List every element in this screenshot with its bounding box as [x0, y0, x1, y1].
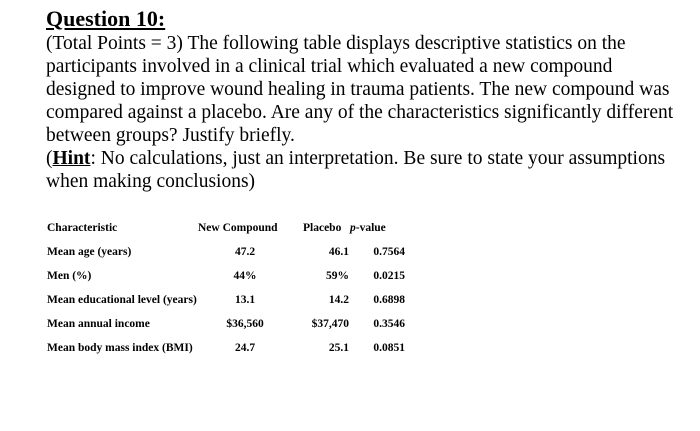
row-new-compound: 44%	[233, 270, 257, 282]
hint-label: Hint	[52, 148, 91, 169]
row-new-compound: 47.2	[234, 246, 256, 258]
row-placebo: $37,470	[311, 318, 349, 330]
row-placebo: 59%	[326, 270, 349, 282]
question-body	[46, 32, 686, 193]
row-new-compound: 13.1	[234, 294, 256, 306]
row-new-compound: $36,560	[226, 318, 264, 330]
header-p-italic: p	[350, 222, 356, 234]
row-placebo: 14.2	[328, 294, 349, 306]
question-title: Question 10:	[46, 6, 166, 31]
row-p-value: 0.3546	[373, 318, 405, 330]
row-characteristic: Men (%)	[47, 270, 92, 282]
header-characteristic: Characteristic	[47, 222, 118, 234]
row-p-value: 0.6898	[373, 294, 405, 306]
row-placebo: 25.1	[328, 342, 349, 354]
header-p-value	[350, 222, 386, 234]
row-new-compound: 24.7	[234, 342, 256, 354]
row-p-value: 0.7564	[373, 246, 405, 258]
header-placebo: Placebo	[303, 222, 342, 234]
hint-text: : No calculations, just an interpretation. Be sure to state your assumptions when making conclusions)	[46, 148, 666, 192]
row-p-value: 0.0851	[373, 342, 405, 354]
header-p-rest: -value	[355, 222, 386, 234]
row-characteristic: Mean age (years)	[47, 246, 132, 258]
row-characteristic: Mean body mass index (BMI)	[47, 342, 193, 354]
question-prompt: (Total Points = 3) The following table displays descriptive statistics on the participants involved in a clinical trial which evaluated a new compound designed to improve wound healing in trauma patients. The new compound was compared against a placebo. Are any of the characteristics significantly different between groups? Justify briefly.	[46, 33, 674, 146]
row-characteristic: Mean educational level (years)	[47, 294, 197, 306]
question-block	[46, 6, 686, 193]
header-new-compound: New Compound	[198, 222, 278, 234]
row-p-value: 0.0215	[373, 270, 405, 282]
row-characteristic: Mean annual income	[47, 318, 150, 330]
row-placebo: 46.1	[328, 246, 349, 258]
hint-open: (	[46, 148, 53, 169]
